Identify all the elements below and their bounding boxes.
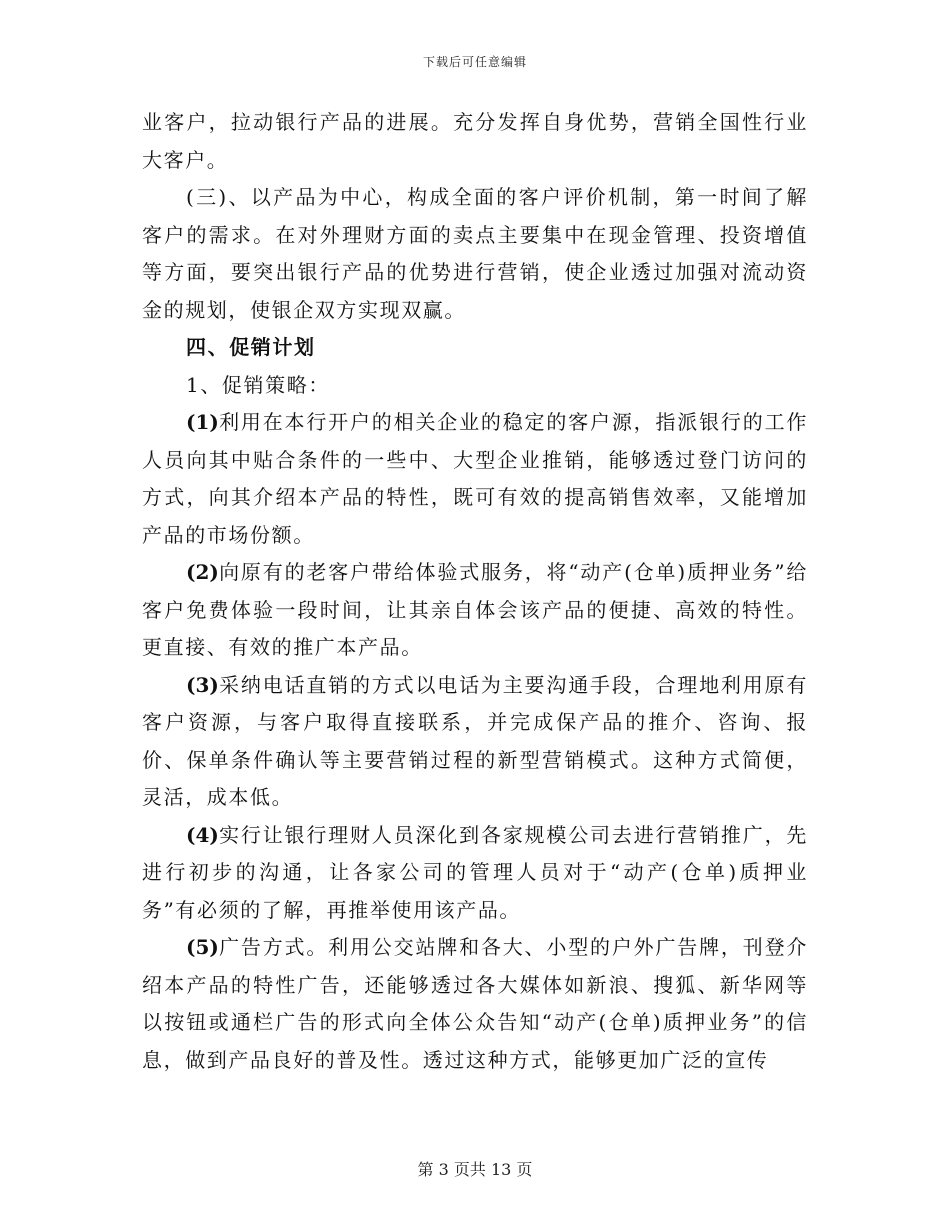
item-text: 利用在本行开户的相关企业的稳定的客户源，指派银行的工作人员向其中贴合条件的一些中、大型企业推销，能够透过登门访问的方式，向其介绍本产品的特性，既可有效的提高销售效率，又能增加产品的市场份额。	[142, 410, 808, 547]
list-item	[142, 554, 808, 667]
document-body	[142, 104, 808, 1079]
item-text: 广告方式。利用公交站牌和各大、小型的户外广告牌，刊登介绍本产品的特性广告，还能够透过各大媒体如新浪、搜狐、新华网等以按钮或通栏广告的形式向全体公众告知“动产(仓单)质押业务”的信息，做到产品良好的普及性。透过这种方式，能够更加广泛的宣传	[142, 935, 808, 1072]
list-item	[142, 817, 808, 930]
item-number: (1)	[186, 410, 219, 434]
item-text: 采纳电话直销的方式以电话为主要沟通手段，合理地利用原有客户资源，与客户取得直接联系，并完成保产品的推介、咨询、报价、保单条件确认等主要营销过程的新型营销模式。这种方式简便，灵活，成本低。	[142, 672, 808, 809]
list-item	[142, 929, 808, 1079]
item-text: 实行让银行理财人员深化到各家规模公司去进行营销推广，先进行初步的沟通，让各家公司的管理人员对于“动产(仓单)质押业务”有必须的了解，再推举使用该产品。	[142, 822, 808, 922]
paragraph-continuation: 业客户，拉动银行产品的进展。充分发挥自身优势，营销全国性行业大客户。	[142, 110, 808, 172]
paragraph-customer-evaluation: (三)、以产品为中心，构成全面的客户评价机制，第一时间了解客户的需求。在对外理财方面的卖点主要集中在现金管理、投资增值等方面，要突出银行产品的优势进行营销，使企业透过加强对流动资金的规划，使银企双方实现双赢。	[142, 185, 808, 322]
item-text: 向原有的老客户带给体验式服务，将“动产(仓单)质押业务”给客户免费体验一段时间，让其亲自体会该产品的便捷、高效的特性。更直接、有效的推广本产品。	[142, 560, 808, 659]
sub-heading: 1、促销策略：	[186, 372, 330, 397]
page-header: 下载后可任意编辑	[422, 55, 527, 69]
list-item	[142, 667, 808, 817]
section-heading: 四、促销计划	[186, 335, 316, 359]
item-number: (5)	[186, 935, 219, 959]
item-number: (4)	[186, 822, 219, 847]
page-footer: 第 3 页共 13 页	[417, 1160, 533, 1179]
list-item	[142, 404, 808, 554]
item-number: (3)	[186, 672, 219, 697]
item-number: (2)	[186, 560, 219, 584]
